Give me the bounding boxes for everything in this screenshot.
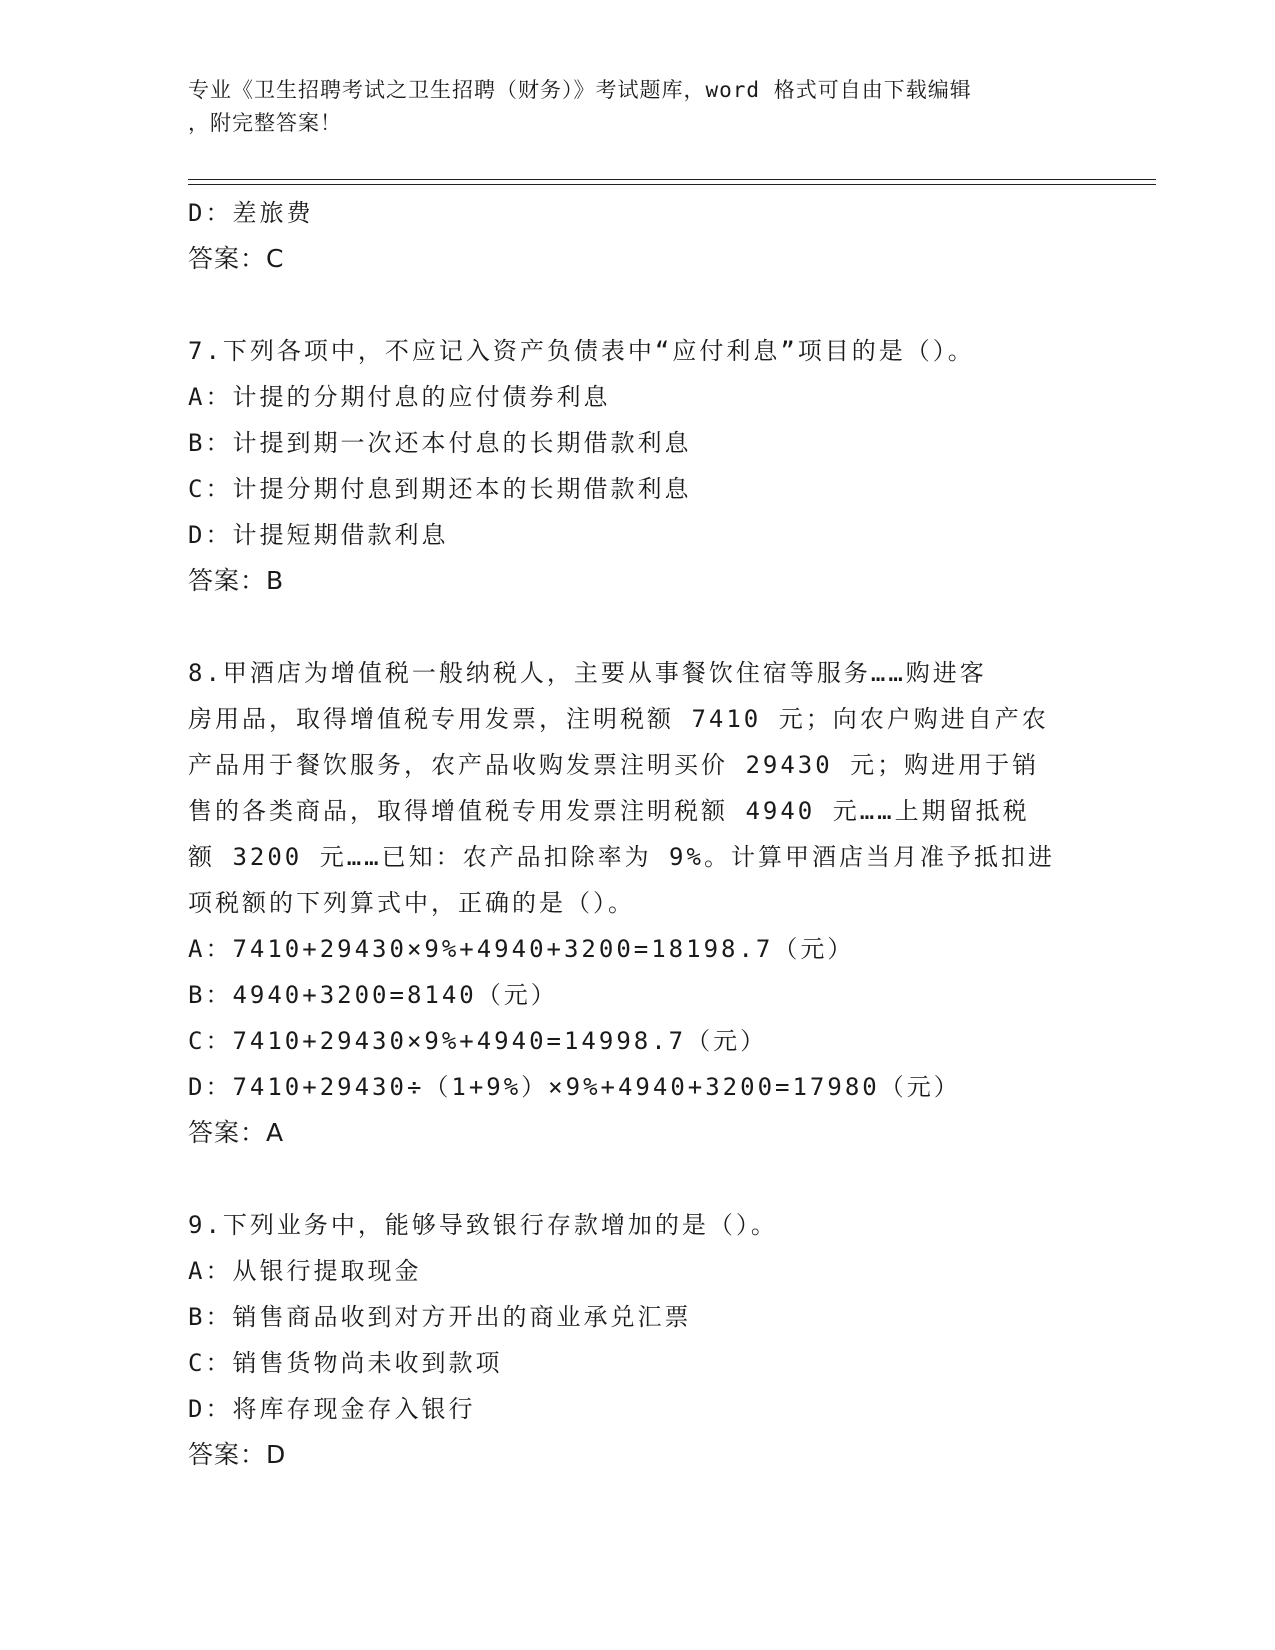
question-list	[188, 190, 1088, 1478]
spacer	[188, 1156, 1088, 1202]
q7-option-c: C：计提分期付息到期还本的长期借款利息	[188, 475, 692, 503]
q8-option-b: B：4940+3200=8140（元）	[188, 981, 558, 1009]
prev-option-d: D：差旅费	[188, 199, 314, 227]
q8-option-c: C：7410+29430×9%+4940=14998.7（元）	[188, 1027, 768, 1055]
q8-question-line-4: 售的各类商品，取得增值税专用发票注明税额 4940 元……上期留抵税	[188, 797, 1030, 825]
document-header	[188, 74, 1068, 140]
q8-option-a: A：7410+29430×9%+4940+3200=18198.7（元）	[188, 935, 855, 963]
prev-answer: 答案：C	[188, 244, 285, 273]
q9-option-b: B：销售商品收到对方开出的商业承兑汇票	[188, 1303, 692, 1331]
q7-answer: 答案：B	[188, 566, 285, 595]
q8-question-line-6: 项税额的下列算式中，正确的是（）。	[188, 889, 635, 917]
q9-option-d: D：将库存现金存入银行	[188, 1395, 476, 1423]
q7-question: 7.下列各项中，不应记入资产负债表中“应付利息”项目的是（）。	[188, 337, 975, 365]
q9-answer: 答案：D	[188, 1440, 287, 1469]
q8-question-line-2: 房用品，取得增值税专用发票，注明税额 7410 元；向农户购进自产农	[188, 705, 1049, 733]
header-divider-top	[188, 179, 1156, 180]
q8-question-line-1: 8.甲酒店为增值税一般纳税人，主要从事餐饮住宿等服务……购进客	[188, 659, 987, 687]
q8-question-line-5: 额 3200 元……已知：农产品扣除率为 9%。计算甲酒店当月准予抵扣进	[188, 843, 1055, 871]
header-divider-bottom	[188, 184, 1156, 185]
q9-option-c: C：销售货物尚未收到款项	[188, 1349, 503, 1377]
q9-question: 9.下列业务中，能够导致银行存款增加的是（）。	[188, 1211, 778, 1239]
spacer	[188, 604, 1088, 650]
q7-option-a: A：计提的分期付息的应付债券利息	[188, 383, 611, 411]
header-line-1: 专业《卫生招聘考试之卫生招聘（财务）》考试题库，word 格式可自由下载编辑	[188, 78, 972, 102]
q9-option-a: A：从银行提取现金	[188, 1257, 422, 1285]
spacer	[188, 282, 1088, 328]
q8-answer: 答案：A	[188, 1118, 285, 1147]
header-line-2: ，附完整答案！	[188, 111, 342, 135]
q7-option-b: B：计提到期一次还本付息的长期借款利息	[188, 429, 692, 457]
q8-option-d: D：7410+29430÷（1+9%）×9%+4940+3200=17980（元）	[188, 1073, 961, 1101]
q8-question-line-3: 产品用于餐饮服务，农产品收购发票注明买价 29430 元；购进用于销	[188, 751, 1040, 779]
q7-option-d: D：计提短期借款利息	[188, 521, 449, 549]
